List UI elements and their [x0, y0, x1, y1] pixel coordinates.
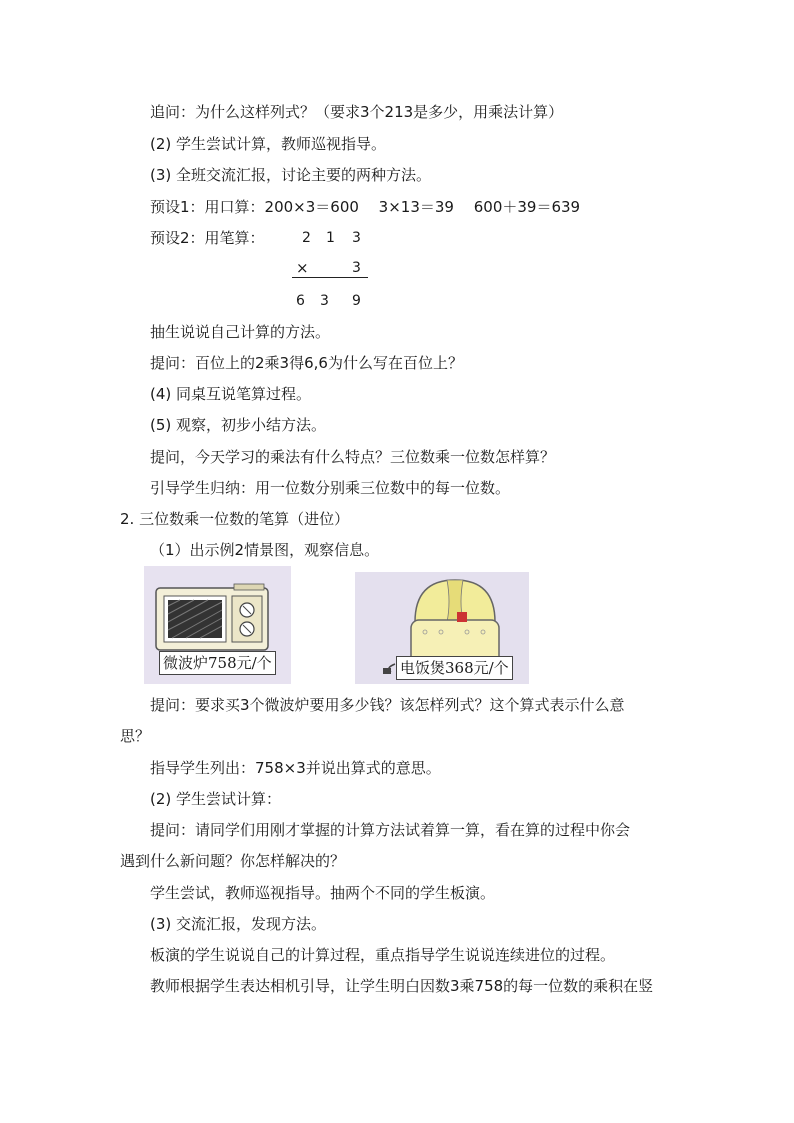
- text-line-try-calc: (2) 学生尝试计算：: [150, 790, 282, 808]
- text-line-teacher-guide: 教师根据学生表达相机引导，让学生明白因数3乘758的每一位数的乘积在竖: [150, 977, 654, 995]
- text-line-preset-1: 预设1：用口算：200×3＝600 3×13＝39 600＋39＝639: [150, 198, 581, 216]
- text-line-question-hundreds: 提问：百位上的2乘3得6,6为什么写在百位上？: [150, 354, 463, 372]
- text-line-summary: 引导学生归纳：用一位数分别乘三位数中的每一位数。: [150, 479, 511, 497]
- rice-cooker-price-caption: 电饭煲368元/个: [396, 656, 513, 680]
- text-line-step-2: (2) 学生尝试计算，教师巡视指导。: [150, 135, 387, 153]
- text-line-question-new-problem-cont: 遇到什么新问题？你怎样解决的？: [120, 852, 346, 870]
- text-line-show-example: （1）出示例2情景图，观察信息。: [150, 541, 380, 559]
- calc-digit: 3: [320, 293, 329, 309]
- calc-operator: ×: [296, 259, 309, 277]
- text-line-question-microwave: 提问：要求买3个微波炉要用多少钱？该怎样列式？这个算式表示什么意: [150, 696, 625, 714]
- text-line-step-5: (5) 观察，初步小结方法。: [150, 416, 327, 434]
- calc-digit: 1: [326, 230, 335, 246]
- calc-digit: 9: [352, 293, 361, 309]
- calc-digit: 3: [352, 260, 361, 276]
- text-line-guide-formula: 指导学生列出：758×3并说出算式的意思。: [150, 759, 441, 777]
- calc-rule: [292, 277, 368, 278]
- text-line-question-microwave-cont: 思？: [120, 727, 151, 745]
- microwave-price-caption: 微波炉758元/个: [159, 651, 276, 675]
- text-line-student-explain: 抽生说说自己计算的方法。: [150, 323, 331, 341]
- calc-digit: 6: [296, 293, 305, 309]
- text-line-board-explain: 板演的学生说说自己的计算过程，重点指导学生说说连续进位的过程。: [150, 946, 616, 964]
- text-line-step-4: (4) 同桌互说笔算过程。: [150, 385, 312, 403]
- calc-digit: 2: [302, 230, 311, 246]
- text-line-question-features: 提问，今天学习的乘法有什么特点？三位数乘一位数怎样算？: [150, 448, 556, 466]
- text-line-followup-question: 追问：为什么这样列式？（要求3个213是多少，用乘法计算）: [150, 103, 564, 121]
- text-line-question-new-problem: 提问：请同学们用刚才掌握的计算方法试着算一算，看在算的过程中你会: [150, 821, 631, 839]
- text-line-step-3: (3) 全班交流汇报，讨论主要的两种方法。: [150, 166, 432, 184]
- text-line-preset-2: 预设2：用笔算：: [150, 229, 265, 247]
- text-line-board-demo: 学生尝试，教师巡视指导。抽两个不同的学生板演。: [150, 884, 496, 902]
- calc-digit: 3: [352, 230, 361, 246]
- section-heading-2: 2. 三位数乘一位数的笔算（进位）: [120, 510, 350, 528]
- text-line-exchange: (3) 交流汇报，发现方法。: [150, 915, 327, 933]
